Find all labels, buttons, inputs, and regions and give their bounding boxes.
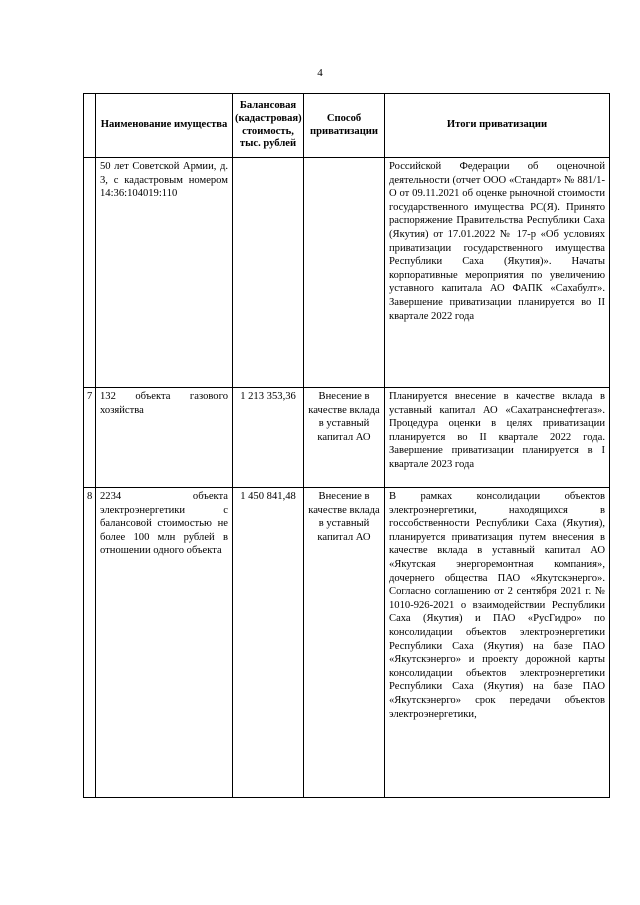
row-name: 2234 объекта электроэнергетики с балансовой стоимостью не более 100 млн рублей в отношении одного объекта <box>96 488 233 798</box>
table-row <box>84 388 610 488</box>
header-name: Наименование имущества <box>96 94 233 158</box>
row-cost: 1 213 353,36 <box>233 388 304 488</box>
row-method: Внесение в качестве вклада в уставный капитал АО <box>304 388 385 488</box>
table-row <box>84 488 610 798</box>
row-result: Планируется внесение в качестве вклада в уставный капитал АО «Сахатранснефтегаз». Процедура оценки в целях приватизации планируется во II квартале 2022 года. Завершение приватизации планируется в I квартале 2023 года <box>385 388 610 488</box>
table-header-row <box>84 94 610 158</box>
row-num: 8 <box>84 488 96 798</box>
row-num <box>84 158 96 388</box>
header-result: Итоги приватизации <box>385 94 610 158</box>
row-result: В рамках консолидации объектов электроэнергетики, находящихся в госсобственности Республики Саха (Якутия), планируется приватизация путем внесения в качестве вклада в уставный капитал АО «Якутская энергоремонтная компания», дочернего общества ПАО «Якутскэнерго». Согласно соглашению от 2 сентября 2021 г. № 1010-926-2021 о взаимодействии Республики Саха (Якутия) и ПАО «РусГидро» по консолидации объектов электроэнергетики Республики Саха (Якутия) на базе ПАО «Якутскэнерго» и проекту дорожной карты консолидации объектов электроэнергетики Республики Саха (Якутия) на базе ПАО «Якутскэнерго» срок передачи объектов электроэнергетики, <box>385 488 610 798</box>
privatization-table <box>83 93 610 798</box>
header-method: Способ приватизации <box>304 94 385 158</box>
row-method <box>304 158 385 388</box>
row-cost: 1 450 841,48 <box>233 488 304 798</box>
header-cost: Балансовая (кадастровая) стоимость, тыс. рублей <box>233 94 304 158</box>
row-name: 50 лет Советской Армии, д. 3, с кадастровым номером 14:36:104019:110 <box>96 158 233 388</box>
row-num: 7 <box>84 388 96 488</box>
page-number: 4 <box>317 67 323 79</box>
row-name: 132 объекта газового хозяйства <box>96 388 233 488</box>
row-result: Российской Федерации об оценочной деятельности (отчет ООО «Стандарт» № 881/1-О от 09.11.2021 об оценке рыночной стоимости государственного имущества РС(Я). Принято распоряжение Правительства Республики Саха (Якутия) от 17.01.2022 № 17-р «Об условиях приватизации государственного имущества Республики Саха (Якутия)». Начаты корпоративные мероприятия по увеличению уставного капитала АО ФАПК «Сахабулт». Завершение приватизации планируется во II квартале 2022 года <box>385 158 610 388</box>
row-method: Внесение в качестве вклада в уставный капитал АО <box>304 488 385 798</box>
row-cost <box>233 158 304 388</box>
header-num <box>84 94 96 158</box>
table-row <box>84 158 610 388</box>
